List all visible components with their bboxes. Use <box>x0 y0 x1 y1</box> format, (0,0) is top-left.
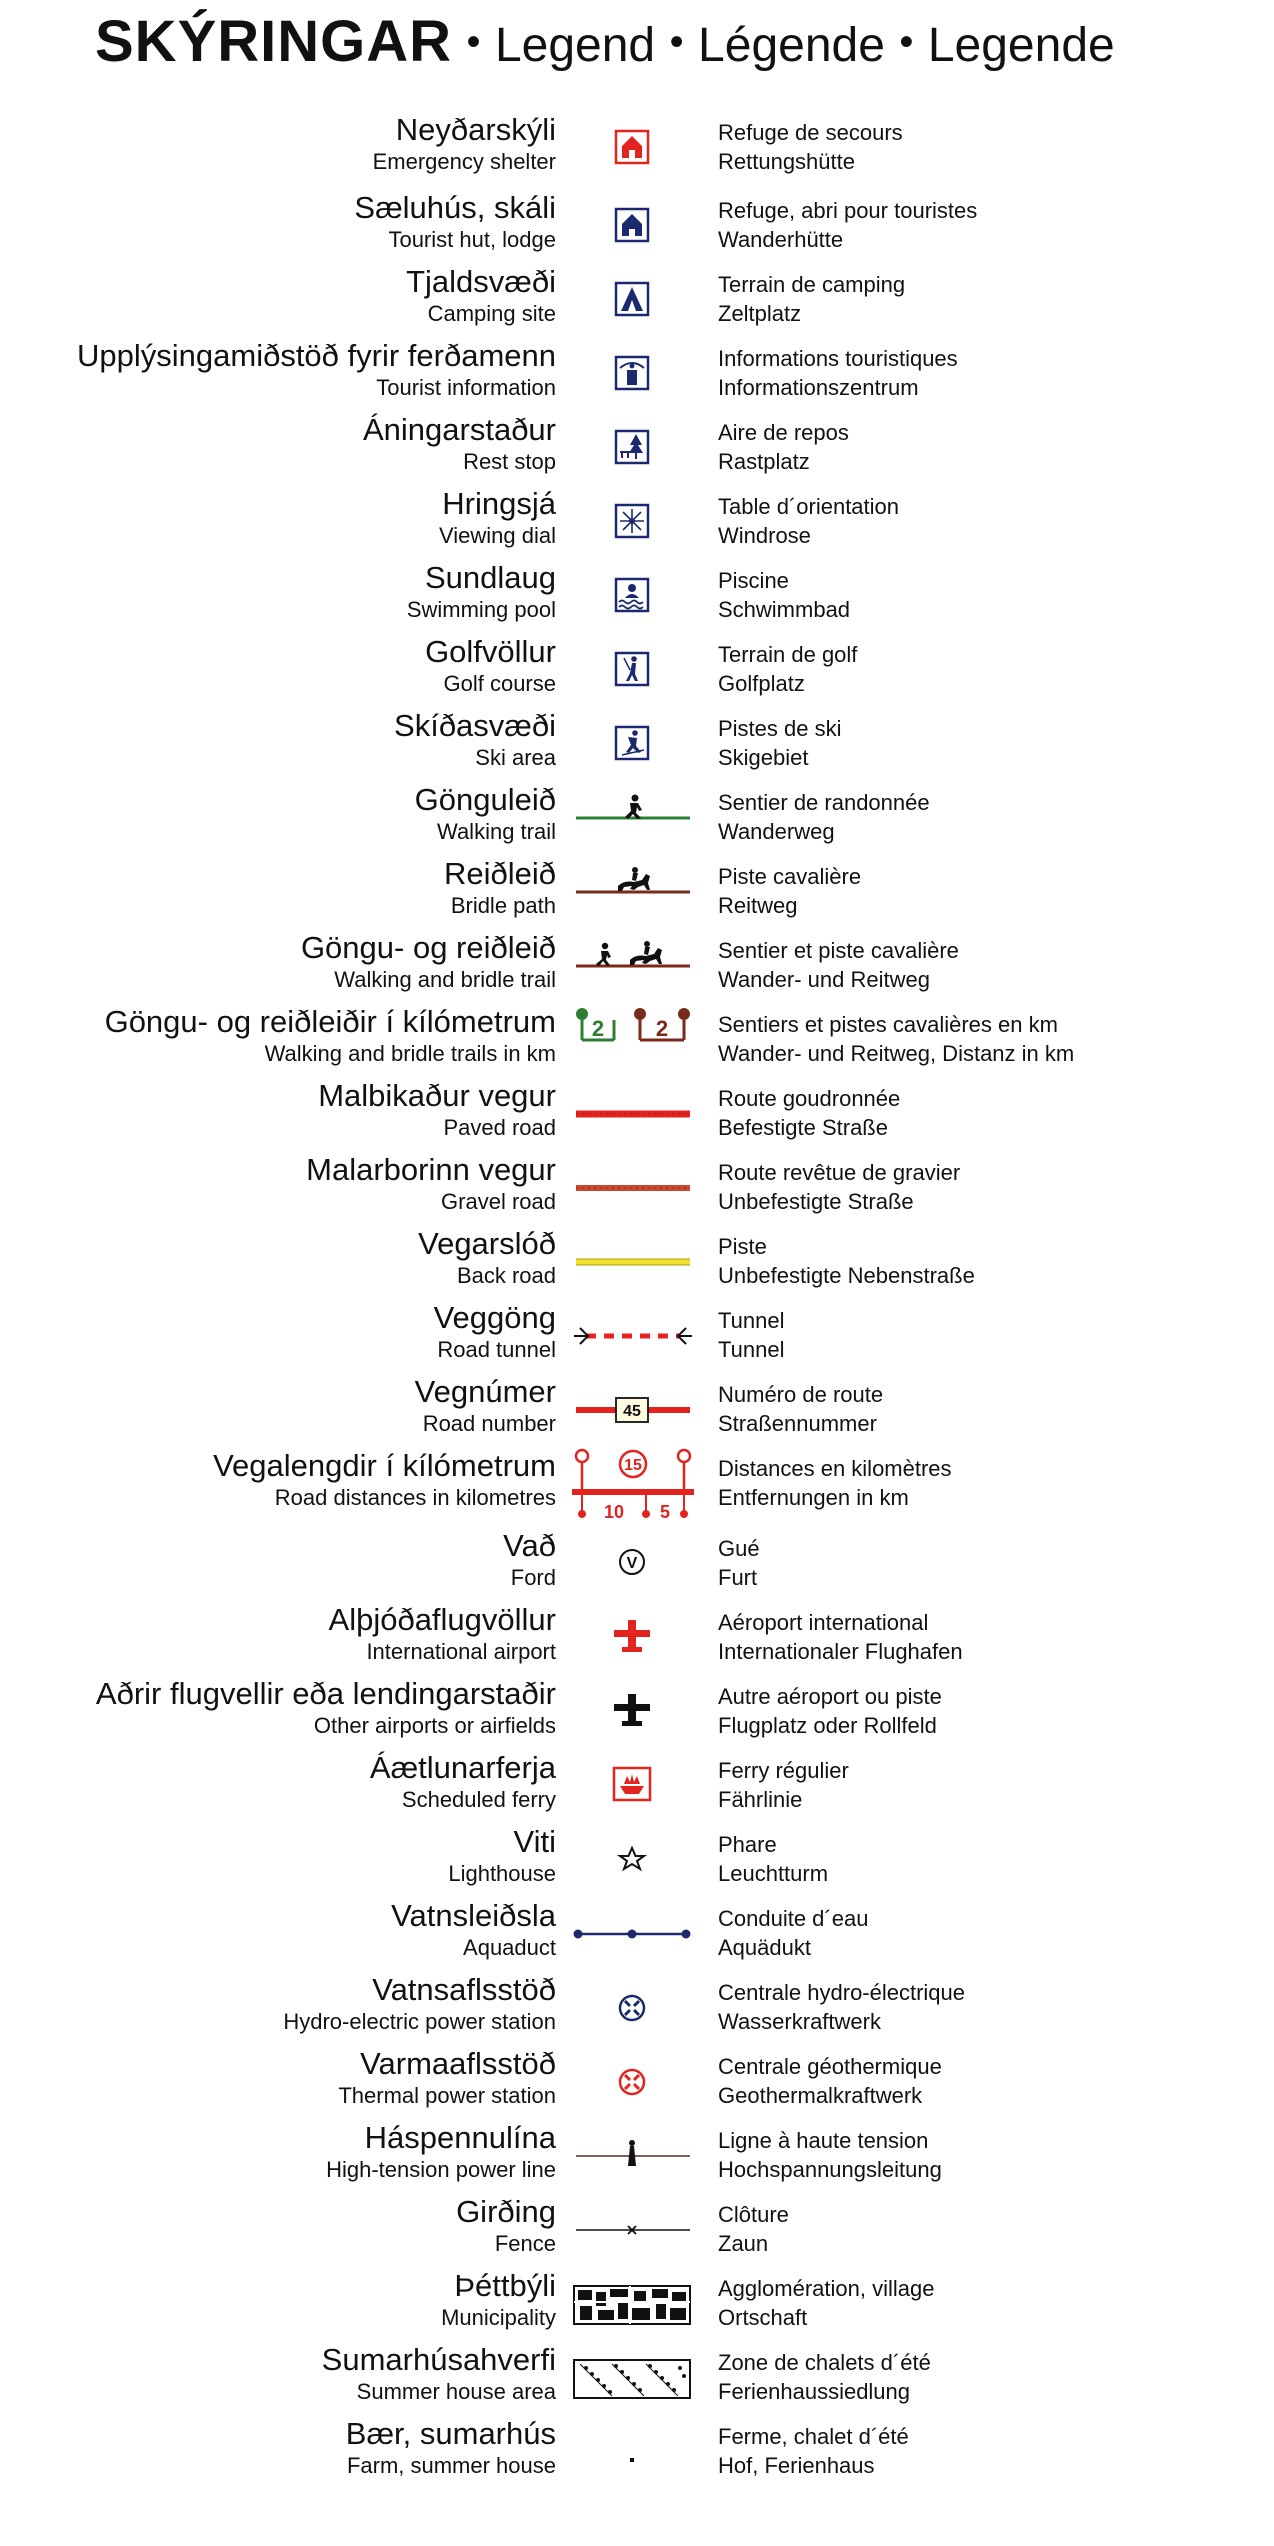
thermal-station-icon <box>572 2046 694 2119</box>
translation-label <box>718 1010 1074 1068</box>
label-french: Tunnel <box>718 1308 785 1333</box>
label-icelandic: Skíðasvæði <box>394 708 556 743</box>
translation-label <box>718 1830 828 1888</box>
label-french: Terrain de camping <box>718 272 906 297</box>
icelandic-label <box>415 1374 556 1438</box>
label-icelandic: Vatnsleiðsla <box>391 1898 556 1933</box>
label-french: Sentiers et pistes cavalières en km <box>718 1012 1058 1037</box>
label-english: Paved road <box>443 1115 556 1140</box>
label-german: Wander- und Reitweg <box>718 967 930 992</box>
label-french: Phare <box>718 1832 777 1857</box>
label-french: Sentier et piste cavalière <box>718 938 959 963</box>
emergency-shelter-icon <box>572 112 694 185</box>
icelandic-label <box>213 1448 556 1512</box>
label-icelandic: Hringsjá <box>442 486 556 521</box>
label-french: Clôture <box>718 2202 789 2227</box>
label-german: Geothermalkraftwerk <box>718 2083 923 2108</box>
translation-label <box>718 1682 942 1740</box>
label-icelandic: Reiðleið <box>443 856 556 891</box>
translation-label <box>718 118 903 176</box>
label-english: Hydro-electric power station <box>283 2009 556 2034</box>
icelandic-label <box>363 412 556 476</box>
label-icelandic: Áætlunarferja <box>369 1750 556 1785</box>
label-french: Sentier de randonnée <box>718 790 930 815</box>
label-french: Centrale géothermique <box>718 2054 942 2079</box>
farm-icon <box>572 2416 694 2489</box>
label-icelandic: Sundlaug <box>424 560 556 595</box>
translation-label <box>718 270 905 328</box>
road-distances-icon <box>572 1448 694 1521</box>
label-german: Hof, Ferienhaus <box>718 2453 875 2478</box>
icelandic-label <box>406 264 556 328</box>
legend-row-road-number <box>0 1374 1274 1447</box>
icelandic-label <box>283 1972 556 2036</box>
label-french: Zone de chalets d´été <box>718 2350 931 2375</box>
translation-label <box>718 1380 883 1438</box>
label-icelandic: Viti <box>513 1824 556 1859</box>
label-icelandic: Girðing <box>456 2194 556 2229</box>
translation-label <box>718 196 977 254</box>
icelandic-label <box>326 2120 556 2184</box>
icelandic-label <box>441 2268 556 2332</box>
legend-row-road-tunnel <box>0 1300 1274 1373</box>
translation-label <box>718 1608 963 1666</box>
title-german: Legende <box>927 19 1115 72</box>
legend-row-swimming-pool <box>0 560 1274 633</box>
label-french: Piste <box>718 1234 767 1259</box>
legend-row-aqueduct <box>0 1898 1274 1971</box>
translation-label <box>718 492 899 550</box>
rest-stop-icon <box>572 412 694 485</box>
label-icelandic: Háspennulína <box>364 2120 556 2155</box>
legend-row-walking-bridle <box>0 930 1274 1003</box>
legend-row-thermal-station <box>0 2046 1274 2119</box>
label-english: Gravel road <box>441 1189 556 1214</box>
icelandic-label <box>96 1676 556 1740</box>
label-french: Table d´orientation <box>718 494 900 519</box>
translation-label <box>718 2274 934 2332</box>
label-english: Swimming pool <box>406 597 556 622</box>
label-icelandic: Vað <box>503 1528 556 1563</box>
label-french: Pistes de ski <box>718 716 842 741</box>
label-english: Ford <box>510 1565 556 1590</box>
label-english: Scheduled ferry <box>401 1787 556 1812</box>
label-english: Tourist information <box>376 375 556 400</box>
label-english: Fence <box>494 2231 556 2256</box>
legend-row-viewing-dial <box>0 486 1274 559</box>
label-french: Piscine <box>718 568 789 593</box>
label-german: Wanderweg <box>718 819 835 844</box>
label-icelandic: Sumarhúsahverfi <box>321 2342 556 2377</box>
label-english: Lighthouse <box>448 1861 556 1886</box>
label-icelandic: Tjaldsvæði <box>406 264 556 299</box>
label-english: Bridle path <box>450 893 556 918</box>
icelandic-label <box>391 1898 556 1962</box>
back-road-icon <box>572 1226 694 1299</box>
label-english: Summer house area <box>356 2379 556 2404</box>
airfield-icon <box>572 1676 694 1749</box>
label-icelandic: Þéttbýli <box>454 2268 556 2303</box>
label-french: Conduite d´eau <box>718 1906 869 1931</box>
label-english: Back road <box>456 1263 556 1288</box>
label-icelandic: Neyðarskýli <box>395 112 556 147</box>
label-icelandic: Vatnsaflsstöð <box>372 1972 556 2007</box>
gravel-road-icon <box>572 1152 694 1225</box>
label-french: Distances en kilomètres <box>718 1456 952 1481</box>
translation-label <box>718 418 849 476</box>
label-icelandic: Golfvöllur <box>425 634 556 669</box>
icelandic-label <box>373 112 556 176</box>
svg-text:15: 15 <box>624 1457 642 1474</box>
label-german: Entfernungen in km <box>718 1485 909 1510</box>
label-french: Ferry régulier <box>718 1758 849 1783</box>
icelandic-label <box>444 856 556 920</box>
legend-row-camping <box>0 264 1274 337</box>
translation-label <box>718 936 959 994</box>
label-french: Refuge de secours <box>718 120 903 145</box>
icelandic-label <box>318 1078 556 1142</box>
icelandic-label <box>425 634 556 698</box>
svg-text:45: 45 <box>623 1403 641 1420</box>
label-german: Fährlinie <box>718 1787 803 1812</box>
road-number-icon <box>572 1374 694 1447</box>
legend-row-ford <box>0 1528 1274 1601</box>
label-icelandic: Gönguleið <box>414 782 556 817</box>
label-english: Walking and bridle trails in km <box>264 1041 556 1066</box>
walking-bridle-icon <box>572 930 694 1003</box>
translation-label <box>718 2422 909 2480</box>
legend-row-trail-km <box>0 1004 1274 1077</box>
legend-row-tourist-hut <box>0 190 1274 263</box>
label-english: Walking trail <box>437 819 556 844</box>
legend-row-paved-road <box>0 1078 1274 1151</box>
intl-airport-icon <box>572 1602 694 1675</box>
svg-text:2: 2 <box>655 1016 669 1041</box>
icelandic-label <box>338 2046 556 2110</box>
svg-text:5: 5 <box>659 1502 671 1521</box>
label-english: High-tension power line <box>326 2157 556 2182</box>
label-german: Schwimmbad <box>718 597 851 622</box>
legend-row-lighthouse <box>0 1824 1274 1897</box>
aqueduct-icon <box>572 1898 694 1971</box>
tourist-hut-icon <box>572 190 694 263</box>
label-icelandic: Sæluhús, skáli <box>354 190 556 225</box>
legend-row-road-distances <box>0 1448 1274 1521</box>
legend-row-golf <box>0 634 1274 707</box>
title-main: SKÝRINGAR <box>95 9 453 74</box>
translation-label <box>718 1756 849 1814</box>
icelandic-label <box>394 708 556 772</box>
legend-row-intl-airport <box>0 1602 1274 1675</box>
label-german: Befestigte Straße <box>718 1115 888 1140</box>
legend-title <box>95 8 1245 78</box>
label-english: Road number <box>422 1411 556 1436</box>
label-english: Road distances in kilometres <box>274 1485 556 1510</box>
legend-row-walking-trail <box>0 782 1274 855</box>
label-german: Ortschaft <box>718 2305 808 2330</box>
icelandic-label <box>370 1750 556 1814</box>
title-separator: • <box>466 20 481 64</box>
label-french: Aire de repos <box>718 420 849 445</box>
title-english: Legend <box>494 19 656 72</box>
label-german: Internationaler Flughafen <box>718 1639 963 1664</box>
label-german: Aquädukt <box>718 1935 811 1960</box>
legend-row-municipality <box>0 2268 1274 2341</box>
label-french: Piste cavalière <box>718 864 862 889</box>
translation-label <box>718 1978 965 2036</box>
translation-label <box>718 714 842 772</box>
legend-row-summer-house-area <box>0 2342 1274 2415</box>
translation-label <box>718 1454 952 1512</box>
label-german: Ferienhaussiedlung <box>718 2379 911 2404</box>
legend-row-gravel-road <box>0 1152 1274 1225</box>
power-line-icon <box>572 2120 694 2193</box>
icelandic-label <box>407 560 556 624</box>
label-icelandic: Upplýsingamiðstöð fyrir ferðamenn <box>77 338 556 373</box>
label-german: Unbefestigte Straße <box>718 1189 914 1214</box>
label-english: Municipality <box>441 2305 556 2330</box>
label-french: Route goudronnée <box>718 1086 901 1111</box>
translation-label <box>718 2348 931 2406</box>
legend-row-farm <box>0 2416 1274 2489</box>
label-icelandic: Göngu- og reiðleið <box>300 930 556 965</box>
label-english: Farm, summer house <box>346 2453 556 2478</box>
paved-road-icon <box>572 1078 694 1151</box>
translation-label <box>718 1306 784 1364</box>
label-german: Rastplatz <box>718 449 810 474</box>
label-icelandic: Varmaaflsstöð <box>360 2046 556 2081</box>
icelandic-label <box>77 338 556 402</box>
label-english: Walking and bridle trail <box>334 967 556 992</box>
legend-row-fence <box>0 2194 1274 2267</box>
translation-label <box>718 1084 900 1142</box>
icelandic-label <box>301 930 556 994</box>
translation-label <box>718 566 850 624</box>
summer-house-area-icon <box>572 2342 694 2415</box>
label-german: Unbefestigte Nebenstraße <box>718 1263 975 1288</box>
title-separator: • <box>899 20 914 64</box>
label-english: Rest stop <box>463 449 556 474</box>
label-english: International airport <box>366 1639 556 1664</box>
label-icelandic: Veggöng <box>433 1300 556 1335</box>
label-german: Zaun <box>718 2231 769 2256</box>
label-french: Agglomération, village <box>718 2276 935 2301</box>
label-english: Tourist hut, lodge <box>388 227 556 252</box>
translation-label <box>718 1158 960 1216</box>
label-english: Other airports or airfields <box>313 1713 556 1738</box>
road-tunnel-icon <box>572 1300 694 1373</box>
label-english: Viewing dial <box>438 523 556 548</box>
label-german: Zeltplatz <box>718 301 802 326</box>
label-icelandic: Vegarslóð <box>418 1226 556 1261</box>
legend-row-information <box>0 338 1274 411</box>
icelandic-label <box>354 190 556 254</box>
translation-label <box>718 2126 942 2184</box>
label-french: Refuge, abri pour touristes <box>718 198 978 223</box>
label-icelandic: Malarborinn vegur <box>306 1152 556 1187</box>
label-german: Tunnel <box>718 1337 785 1362</box>
translation-label <box>718 2200 789 2258</box>
translation-label <box>718 1232 975 1290</box>
label-german: Reitweg <box>718 893 798 918</box>
label-icelandic: Aðrir flugvellir eða lendingarstaðir <box>95 1676 556 1711</box>
label-german: Informationszentrum <box>718 375 919 400</box>
label-icelandic: Malbikaður vegur <box>318 1078 556 1113</box>
translation-label <box>718 344 958 402</box>
label-french: Centrale hydro-électrique <box>718 1980 966 2005</box>
label-german: Skigebiet <box>718 745 809 770</box>
hydro-station-icon <box>572 1972 694 2045</box>
municipality-icon <box>572 2268 694 2341</box>
label-english: Camping site <box>427 301 556 326</box>
viewing-dial-icon <box>572 486 694 559</box>
label-german: Wanderhütte <box>718 227 844 252</box>
label-french: Autre aéroport ou piste <box>718 1684 942 1709</box>
ford-icon <box>572 1528 694 1601</box>
label-english: Road tunnel <box>437 1337 556 1362</box>
icelandic-label <box>105 1004 556 1068</box>
golf-icon <box>572 634 694 707</box>
label-icelandic: Bær, sumarhús <box>345 2416 556 2451</box>
label-english: Aquaduct <box>463 1935 556 1960</box>
icelandic-label <box>434 1300 556 1364</box>
camping-icon <box>572 264 694 337</box>
svg-text:V: V <box>626 1555 638 1572</box>
lighthouse-icon <box>572 1824 694 1897</box>
label-french: Route revêtue de gravier <box>718 1160 961 1185</box>
translation-label <box>718 1904 868 1962</box>
icelandic-label <box>439 486 556 550</box>
label-german: Wander- und Reitweg, Distanz in km <box>718 1041 1075 1066</box>
label-german: Straßennummer <box>718 1411 877 1436</box>
legend-row-back-road <box>0 1226 1274 1299</box>
label-icelandic: Áningarstaður <box>362 412 556 447</box>
icelandic-label <box>415 782 556 846</box>
swimming-pool-icon <box>572 560 694 633</box>
label-french: Informations touristiques <box>718 346 958 371</box>
label-icelandic: Vegalengdir í kílómetrum <box>213 1448 556 1483</box>
svg-text:2: 2 <box>591 1016 605 1041</box>
title-french: Légende <box>698 19 885 72</box>
icelandic-label <box>418 1226 556 1290</box>
legend-row-bridle-path <box>0 856 1274 929</box>
translation-label <box>718 788 930 846</box>
label-french: Ferme, chalet d´été <box>718 2424 909 2449</box>
legend-row-airfield <box>0 1676 1274 1749</box>
trail-km-icon <box>572 1004 694 1077</box>
walking-trail-icon <box>572 782 694 855</box>
label-german: Furt <box>718 1565 758 1590</box>
legend-row-hydro-station <box>0 1972 1274 2045</box>
label-icelandic: Göngu- og reiðleiðir í kílómetrum <box>104 1004 556 1039</box>
title-separator: • <box>669 20 684 64</box>
translation-label <box>718 2052 942 2110</box>
information-icon <box>572 338 694 411</box>
label-german: Windrose <box>718 523 811 548</box>
legend-row-power-line <box>0 2120 1274 2193</box>
fence-icon <box>572 2194 694 2267</box>
icelandic-label <box>306 1152 556 1216</box>
legend-row-rest-stop <box>0 412 1274 485</box>
label-french: Terrain de golf <box>718 642 858 667</box>
translation-label <box>718 640 857 698</box>
legend-row-ski <box>0 708 1274 781</box>
label-french: Aéroport international <box>718 1610 929 1635</box>
label-german: Hochspannungsleitung <box>718 2157 942 2182</box>
label-french: Numéro de route <box>718 1382 884 1407</box>
icelandic-label <box>448 1824 556 1888</box>
label-english: Thermal power station <box>338 2083 556 2108</box>
icelandic-label <box>503 1528 556 1592</box>
label-english: Emergency shelter <box>372 149 556 174</box>
label-french: Ligne à haute tension <box>718 2128 929 2153</box>
icelandic-label <box>329 1602 556 1666</box>
icelandic-label <box>346 2416 556 2480</box>
label-icelandic: Alþjóðaflugvöllur <box>328 1602 556 1637</box>
label-german: Leuchtturm <box>718 1861 829 1886</box>
svg-text:10: 10 <box>603 1502 625 1521</box>
ferry-icon <box>572 1750 694 1823</box>
label-french: Gué <box>718 1536 760 1561</box>
label-english: Golf course <box>443 671 556 696</box>
legend-row-emergency-shelter <box>0 112 1274 185</box>
legend-row-ferry <box>0 1750 1274 1823</box>
label-icelandic: Vegnúmer <box>414 1374 556 1409</box>
label-german: Flugplatz oder Rollfeld <box>718 1713 937 1738</box>
label-german: Wasserkraftwerk <box>718 2009 881 2034</box>
label-german: Rettungshütte <box>718 149 855 174</box>
ski-icon <box>572 708 694 781</box>
label-english: Ski area <box>475 745 556 770</box>
translation-label <box>718 1534 760 1592</box>
icelandic-label <box>456 2194 556 2258</box>
translation-label <box>718 862 861 920</box>
label-german: Golfplatz <box>718 671 805 696</box>
bridle-path-icon <box>572 856 694 929</box>
icelandic-label <box>322 2342 556 2406</box>
